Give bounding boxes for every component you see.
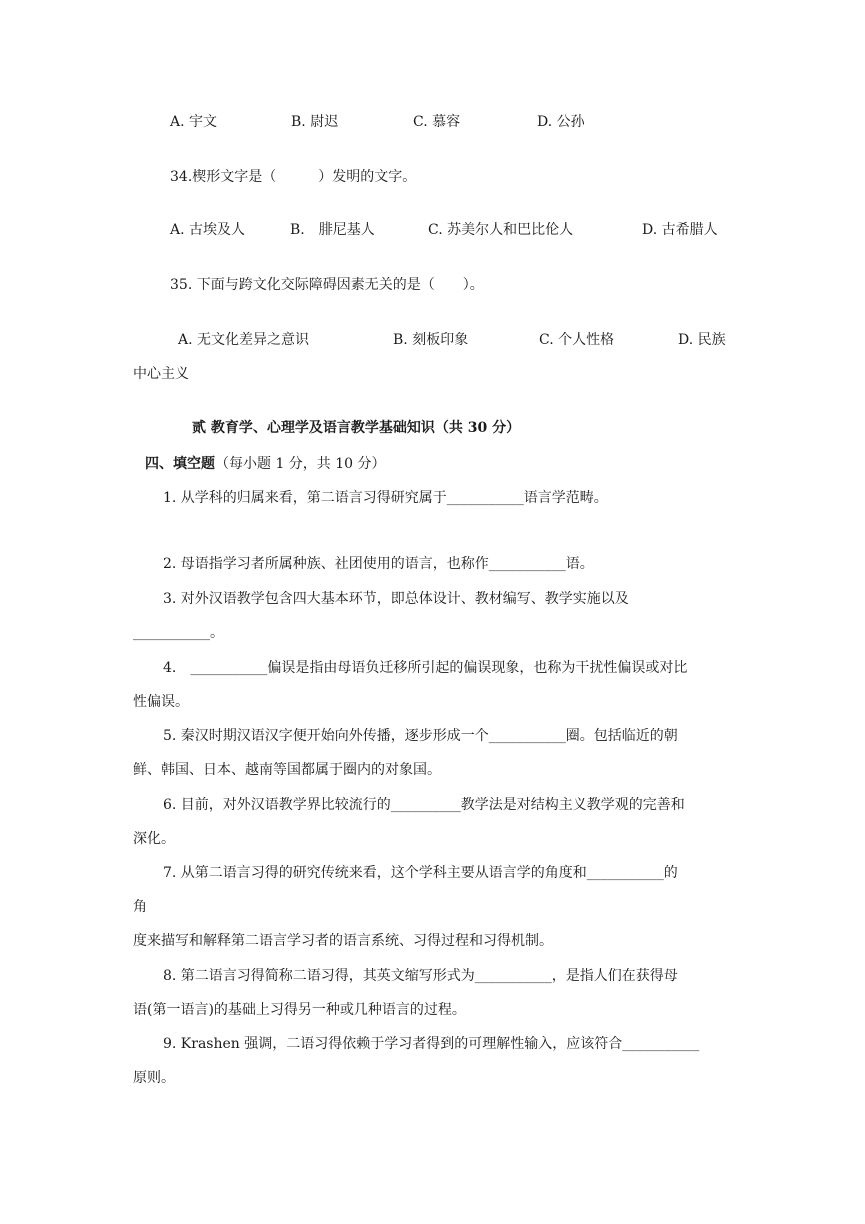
q33-option-c: C. 慕容: [413, 114, 461, 130]
q35-option-b: B. 刻板印象: [393, 332, 469, 348]
fill-question-9-line-2: 原则。: [133, 1070, 175, 1086]
q34-option-a: A. 古埃及人: [170, 222, 246, 238]
fill-question-7-line-2: 角: [133, 899, 147, 915]
fill-question-1: 1. 从学科的归属来看，第二语言习得研究属于___________语言学范畴。: [163, 490, 608, 506]
fill-question-8-line-1: 8. 第二语言习得简称二语习得，其英文缩写形式为___________，是指人们在获得母: [163, 968, 678, 984]
fill-question-9-line-1: 9. Krashen 强调，二语习得依赖于学习者得到的可理解性输入，应该符合___________: [163, 1036, 700, 1052]
fill-question-3-line-2: ___________。: [133, 625, 224, 641]
q33-option-a: A. 宇文: [170, 114, 218, 130]
q33-option-d: D. 公孙: [537, 114, 585, 130]
fill-question-6-line-1: 6. 目前，对外汉语教学界比较流行的__________教学法是对结构主义教学观的完善和: [163, 797, 685, 813]
q34-option-c: C. 苏美尔人和巴比伦人: [428, 222, 574, 238]
q35-option-a: A. 无文化差异之意识: [178, 332, 310, 348]
q34-stem: 34.楔形文字是（ ）发明的文字。: [170, 169, 417, 185]
part-heading: [145, 454, 386, 474]
fill-question-4-line-2: 性偏误。: [133, 694, 189, 710]
fill-question-2: 2. 母语指学习者所属种族、社团使用的语言，也称作___________语。: [163, 556, 594, 572]
fill-question-3-line-1: 3. 对外汉语教学包含四大基本环节，即总体设计、教材编写、教学实施以及: [163, 591, 629, 607]
q34-option-d: D. 古希腊人: [642, 222, 718, 238]
fill-question-7-line-1: 7. 从第二语言习得的研究传统来看，这个学科主要从语言学的角度和___________的: [163, 865, 678, 881]
fill-question-5-line-1: 5. 秦汉时期汉语汉字便开始向外传播，逐步形成一个___________圈。包括临近的朝: [163, 728, 678, 744]
q35-option-d-continuation: 中心主义: [133, 366, 189, 382]
fill-question-8-line-2: 语(第一语言)的基础上习得另一种或几种语言的过程。: [133, 1002, 466, 1018]
q33-option-b: B. 尉迟: [291, 114, 339, 130]
part-heading-note: （每小题 1 分，共 10 分）: [215, 456, 386, 472]
fill-question-6-line-2: 深化。: [133, 831, 175, 847]
q35-option-c: C. 个人性格: [539, 332, 615, 348]
fill-question-7-line-3: 度来描写和解释第二语言学习者的语言系统、习得过程和习得机制。: [133, 933, 553, 949]
q35-option-d: D. 民族: [678, 332, 726, 348]
q35-stem: 35. 下面与跨文化交际障碍因素无关的是（ ）。: [170, 277, 484, 293]
section-title: 贰 教育学、心理学及语言教学基础知识（共 30 分）: [192, 420, 521, 436]
fill-question-5-line-2: 鲜、韩国、日本、越南等国都属于圈内的对象国。: [133, 762, 441, 778]
part-heading-label: 四、填空题: [145, 456, 215, 472]
fill-question-4-line-1: 4. ___________偏误是指由母语负迁移所引起的偏误现象，也称为干扰性偏误或对比: [163, 660, 688, 676]
q34-option-b: B. 腓尼基人: [290, 222, 375, 238]
